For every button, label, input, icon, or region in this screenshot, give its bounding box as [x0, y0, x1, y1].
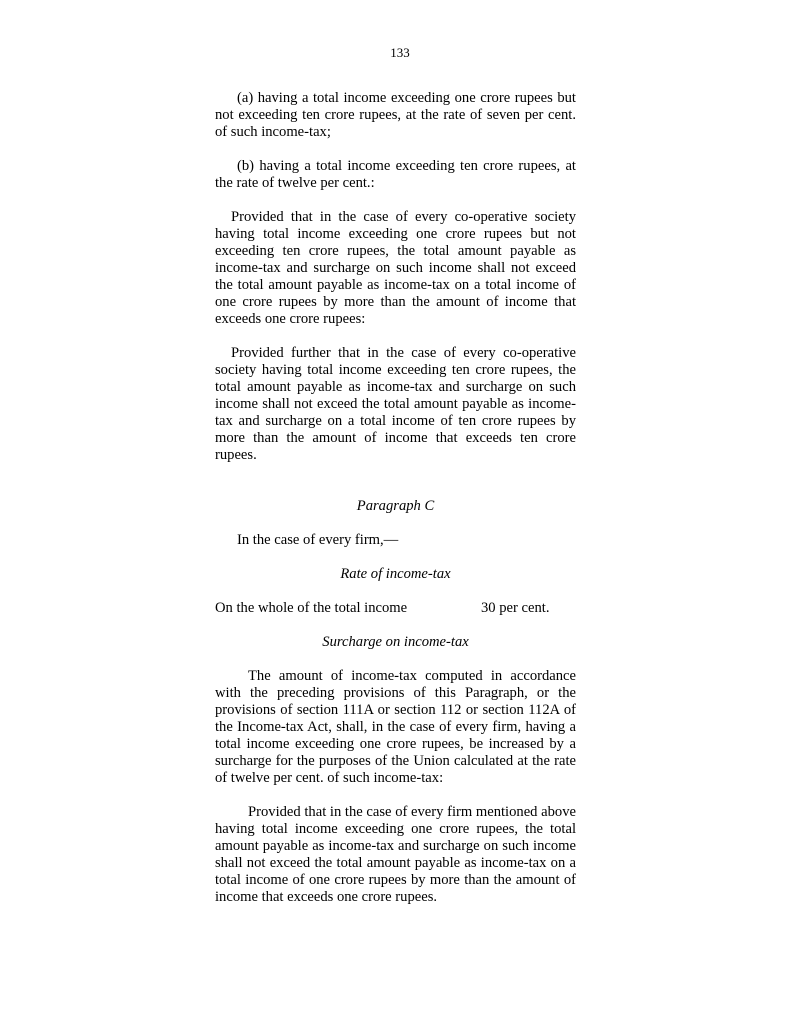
- clause-a: (a) having a total income exceeding one crore rupees but not exceeding ten crore rupees, at the rate of seven per cent. of such income-tax;: [215, 90, 576, 140]
- document-body: [215, 90, 576, 906]
- surcharge-heading: Surcharge on income-tax: [322, 634, 469, 650]
- proviso-two: Provided further that in the case of every co-operative society having total income exceeding ten crore rupees, the total amount payable as income-tax and surcharge on such income shall not exceed the total amount payable as income-tax and surcharge on a total income of ten crore rupees by more than the amount of income that exceeds ten crore rupees.: [215, 345, 576, 463]
- clause-b: (b) having a total income exceeding ten crore rupees, at the rate of twelve per cent.:: [215, 158, 576, 191]
- rate-heading: Rate of income-tax: [340, 566, 451, 582]
- surcharge-text: The amount of income-tax computed in accordance with the preceding provisions of this Paragraph, or the provisions of section 111A or section 112 or section 112A of the Income-tax Act, shall, in the case of every firm, having a total income exceeding one crore rupees, be increased by a surcharge for the purposes of the Union calculated at the rate of twelve per cent. of such income-tax:: [215, 668, 576, 786]
- rate-value: 30 per cent.: [481, 600, 550, 616]
- proviso-one: Provided that in the case of every co-operative society having total income exceeding one crore rupees but not exceeding ten crore rupees, the total amount payable as income-tax and surcharge on such income shall not exceed the total amount payable as income-tax on a total income of one crore rupees by more than the amount of income that exceeds one crore rupees:: [215, 209, 576, 327]
- page-number: 133: [390, 45, 410, 60]
- rate-label: On the whole of the total income: [215, 600, 408, 616]
- rate-row: [215, 600, 576, 617]
- paragraph-c-intro: In the case of every firm,—: [237, 532, 399, 548]
- firm-proviso: Provided that in the case of every firm mentioned above having total income exceeding one crore rupees, the total amount payable as income-tax and surcharge on such income shall not exceed the total amount payable as income-tax on a total income of one crore rupees by more than the amount of income that exceeds one crore rupees.: [215, 804, 576, 905]
- paragraph-c-heading: Paragraph C: [356, 498, 435, 514]
